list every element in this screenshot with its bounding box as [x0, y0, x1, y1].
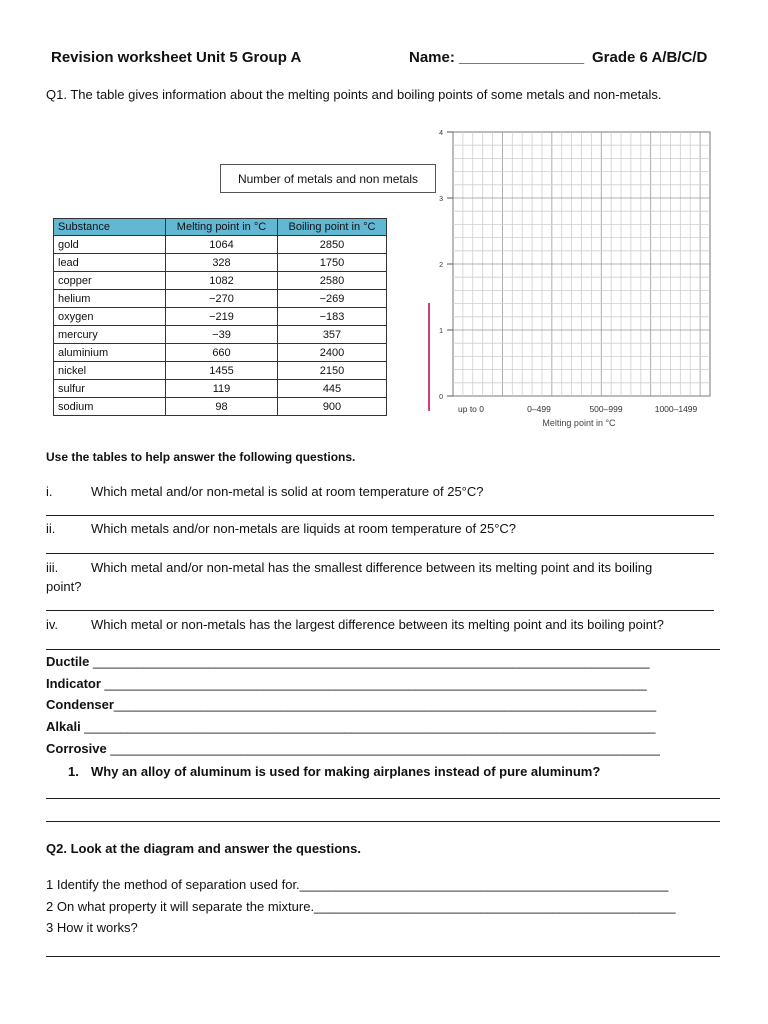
melting-cell: −219 [166, 308, 278, 326]
y-tick-label: 2 [439, 262, 443, 269]
substance-cell: oxygen [54, 308, 166, 326]
header-substance: Substance [54, 219, 166, 236]
boiling-cell: 900 [278, 398, 387, 416]
substance-cell: gold [54, 236, 166, 254]
q2-item-2[interactable]: 2 On what property it will separate the mixture.__________________________________________________ [46, 899, 676, 914]
table-row [54, 380, 387, 398]
table-row [54, 344, 387, 362]
answer-line-q2-3[interactable] [46, 956, 720, 957]
worksheet-title: Revision worksheet Unit 5 Group A [51, 49, 302, 66]
alloy-question-number: 1. [68, 764, 79, 779]
table-row [54, 272, 387, 290]
answer-line-i[interactable] [46, 515, 714, 516]
melting-cell: 328 [166, 254, 278, 272]
melting-cell: 660 [166, 344, 278, 362]
question-ii-text: Which metals and/or non-metals are liquids at room temperature of 25°C? [91, 521, 517, 536]
vocab-line: _______________________________________________________________________________ [80, 719, 656, 734]
grade-label: Grade 6 A/B/C/D [592, 49, 708, 66]
table-row [54, 362, 387, 380]
x-tick-label: 0–499 [527, 404, 551, 414]
q2-item-1[interactable]: 1 Identify the method of separation used for.___________________________________________________ [46, 877, 669, 892]
substance-cell: sodium [54, 398, 166, 416]
substance-cell: mercury [54, 326, 166, 344]
vocab-line: ____________________________________________________________________________ [106, 741, 660, 756]
instructions: Use the tables to help answer the following questions. [46, 450, 356, 464]
vocab-line: _____________________________________________________________________________ [89, 654, 650, 669]
vocab-line: ___________________________________________________________________________ [113, 697, 657, 712]
x-axis-label: Melting point in °C [542, 418, 616, 428]
table-header-row [54, 219, 387, 236]
table-row [54, 236, 387, 254]
vocab-term: Corrosive [46, 741, 107, 756]
table-row [54, 326, 387, 344]
vocab-term: Condenser [46, 697, 114, 712]
melting-cell: 1455 [166, 362, 278, 380]
y-tick-label: 1 [439, 328, 443, 335]
vocab-indicator[interactable] [46, 676, 647, 691]
vocab-condenser[interactable] [46, 697, 656, 712]
answer-line-alloy-1[interactable] [46, 798, 720, 799]
vocab-ductile[interactable] [46, 654, 650, 669]
chart-title: Number of metals and non metals [220, 164, 436, 193]
substance-cell: sulfur [54, 380, 166, 398]
boiling-cell: 2150 [278, 362, 387, 380]
melting-cell: 1064 [166, 236, 278, 254]
answer-line-alloy-2[interactable] [46, 821, 720, 822]
melting-cell: 98 [166, 398, 278, 416]
melting-cell: 1082 [166, 272, 278, 290]
question-iii-continued: point? [46, 579, 82, 594]
substance-cell: lead [54, 254, 166, 272]
melting-cell: 119 [166, 380, 278, 398]
alloy-question-text: Why an alloy of aluminum is used for making airplanes instead of pure aluminum? [91, 764, 601, 779]
name-field[interactable]: Name: _______________ [409, 49, 585, 66]
table-row [54, 254, 387, 272]
vocab-corrosive[interactable] [46, 741, 660, 756]
substance-cell: helium [54, 290, 166, 308]
question-iv-text: Which metal or non-metals has the largest difference between its melting point and its boiling point? [91, 617, 664, 632]
substance-cell: nickel [54, 362, 166, 380]
melting-point-grid-chart[interactable] [426, 126, 718, 432]
boiling-cell: 2400 [278, 344, 387, 362]
substance-cell: copper [54, 272, 166, 290]
table-row [54, 308, 387, 326]
vocab-term: Indicator [46, 676, 101, 691]
q2-title: Q2. Look at the diagram and answer the questions. [46, 841, 361, 856]
melting-cell: −270 [166, 290, 278, 308]
answer-line-iv[interactable] [46, 649, 720, 650]
q1-prompt: Q1. The table gives information about the melting points and boiling points of some metals and non-metals. [46, 87, 662, 102]
boiling-cell: 1750 [278, 254, 387, 272]
boiling-cell: 2580 [278, 272, 387, 290]
x-tick-label: 1000–1499 [654, 404, 698, 414]
y-tick-label: 3 [439, 196, 443, 203]
melting-cell: −39 [166, 326, 278, 344]
answer-line-ii[interactable] [46, 553, 714, 554]
header-melting-point: Melting point in °C [166, 219, 278, 236]
y-tick-label: 4 [439, 130, 443, 137]
vocab-line: ___________________________________________________________________________ [100, 676, 647, 691]
y-tick-label: 0 [439, 394, 443, 401]
answer-line-iii[interactable] [46, 610, 714, 611]
boiling-cell: 2850 [278, 236, 387, 254]
melting-boiling-table [53, 218, 387, 416]
question-iii-number: iii. [46, 560, 59, 575]
boiling-cell: 445 [278, 380, 387, 398]
x-tick-label: 500–999 [589, 404, 623, 414]
vocab-alkali[interactable] [46, 719, 655, 734]
question-iv-number: iv. [46, 617, 59, 632]
boiling-cell: −183 [278, 308, 387, 326]
question-i-number: i. [46, 484, 53, 499]
substance-cell: aluminium [54, 344, 166, 362]
question-iii-text: Which metal and/or non-metal has the smallest difference between its melting point and its boiling [91, 560, 653, 575]
question-ii-number: ii. [46, 521, 56, 536]
header-boiling-point: Boiling point in °C [278, 219, 387, 236]
vocab-term: Alkali [46, 719, 81, 734]
boiling-cell: 357 [278, 326, 387, 344]
boiling-cell: −269 [278, 290, 387, 308]
q2-item-3: 3 How it works? [46, 920, 138, 935]
vocab-term: Ductile [46, 654, 90, 669]
table-row [54, 398, 387, 416]
x-tick-label: up to 0 [458, 404, 484, 414]
table-row [54, 290, 387, 308]
question-i-text: Which metal and/or non-metal is solid at room temperature of 25°C? [91, 484, 484, 499]
